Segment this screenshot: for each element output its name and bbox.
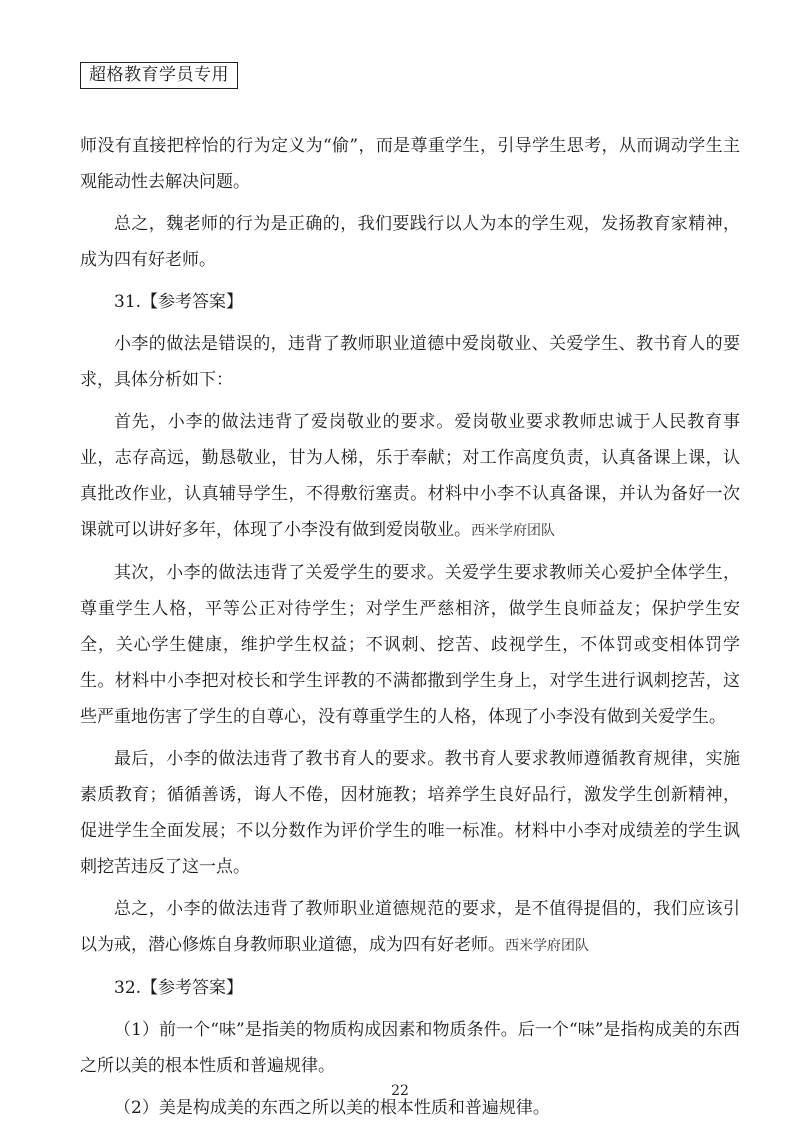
- paragraph: 师没有直接把梓怡的行为定义为“偷”，而是尊重学生，引导学生思考，从而调动学生主观能动性去解决问题。: [80, 136, 740, 192]
- watermark-text: 西米学府团队: [471, 523, 555, 539]
- answer-heading-32: 32.【参考答案】: [114, 978, 244, 998]
- paragraph: 总之，小李的做法违背了教师职业道德规范的要求，是不值得提倡的，我们应该引以为戒，潜心修炼自身教师职业道德，成为四有好老师。西米学府团队: [80, 899, 740, 955]
- answer-heading-31: 31.【参考答案】: [114, 292, 244, 312]
- paragraph: 其次，小李的做法违背了关爱学生的要求。关爱学生要求教师关心爱护全体学生，尊重学生人格，平等公正对待学生；对学生严慈相济，做学生良师益友；保护学生安全，关心学生健康，维护学生权益；不讽刺、挖苦、歧视学生，不体罚或变相体罚学生。材料中小李把对校长和学生评教的不满都撒到学生身上，对学生进行讽刺挖苦，这些严重地伤害了学生的自尊心，没有尊重学生的人格，体现了小李没有做到关爱学生。: [80, 563, 740, 727]
- paragraph: （1）前一个“味”是指美的物质构成因素和物质条件。后一个“味”是指构成美的东西之所以美的根本性质和普遍规律。: [80, 1020, 740, 1076]
- paragraph: 小李的做法是错误的，违背了教师职业道德中爱岗敬业、关爱学生、教书育人的要求，具体分析如下：: [80, 334, 740, 390]
- paragraph: 最后，小李的做法违背了教书育人的要求。教书育人要求教师遵循教育规律，实施素质教育；循循善诱，诲人不倦，因材施教；培养学生良好品行，激发学生创新精神，促进学生全面发展；不以分数作为评价学生的唯一标准。材料中小李对成绩差的学生讽刺挖苦违反了这一点。: [80, 749, 740, 877]
- paragraph: 总之，魏老师的行为是正确的，我们要践行以人为本的学生观，发扬教育家精神，成为四有好老师。: [80, 214, 740, 270]
- paragraph: 首先，小李的做法违背了爱岗敬业的要求。爱岗敬业要求教师忠诚于人民教育事业，志存高远，勤恳敬业，甘为人梯，乐于奉献；对工作高度负责，认真备课上课，认真批改作业，认真辅导学生，不得敷衍塞责。材料中小李不认真备课，并认为备好一次课就可以讲好多年，体现了小李没有做到爱岗敬业。西米学府团队: [80, 412, 740, 540]
- paragraph: （2）美是构成美的东西之所以美的根本性质和普遍规律。: [114, 1098, 550, 1118]
- page-number: 22: [391, 1083, 409, 1099]
- watermark-text: 西米学府团队: [505, 938, 589, 954]
- exclusive-badge: 超格教育学员专用: [80, 62, 238, 89]
- document-body: [80, 128, 740, 1132]
